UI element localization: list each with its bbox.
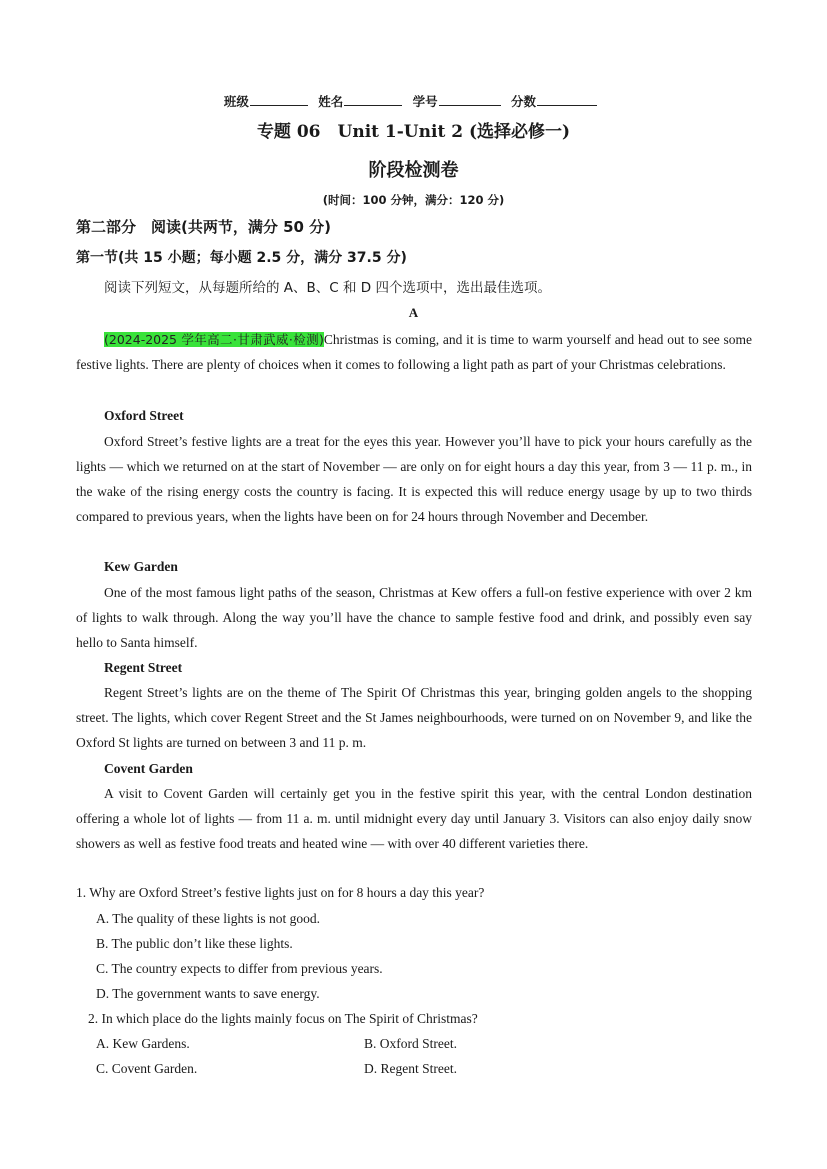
section-heading: 第一节(共 15 小题；每小题 2.5 分，满分 37.5 分) [76, 250, 407, 266]
passage-intro [76, 327, 752, 377]
passage-label: A [408, 305, 419, 320]
exam-subtitle: 阶段检测卷 [368, 160, 459, 181]
exam-title: 专题 06 Unit 1-Unit 2 (选择必修一) [256, 122, 571, 142]
question-2-option-c[interactable]: C. Covent Garden. [96, 1061, 198, 1076]
class-label: 班级 [223, 94, 249, 109]
question-2-option-b[interactable]: B. Oxford Street. [364, 1036, 457, 1051]
section-text-kew: One of the most famous light paths of the season, Christmas at Kew offers a full-on festive experience with over 2 km of lights to walk through. Along the way you’ll have the chance to sample festive food and drink, and possibly even say hello to Santa himself. [76, 585, 752, 650]
section-heading-oxford: Oxford Street [104, 408, 184, 423]
class-blank [250, 93, 308, 106]
student-info-line [0, 92, 827, 110]
id-label: 学号 [412, 94, 438, 109]
section-heading-covent: Covent Garden [104, 761, 193, 776]
section-heading-kew: Kew Garden [104, 559, 178, 574]
intro-text: Christmas is coming, and it is time to warm yourself and head out to see some festive lights. There are plenty of choices when it comes to following a light path as part of your Christmas celebrations. [76, 332, 752, 372]
section-text-oxford: Oxford Street’s festive lights are a treat for the eyes this year. However you’ll have to pick your hours carefully as the lights — which we returned on at the start of November — are only on for eight hours a day this year, from 3 — 11 p. m., in the wake of the rising energy costs the country is facing. It is expected this will reduce energy usage by up to two thirds compared to previous years, when the lights have been on for 24 hours through November and December. [76, 434, 752, 524]
question-1-option-b[interactable]: B. The public don’t like these lights. [96, 936, 293, 951]
name-label: 姓名 [318, 94, 344, 109]
part-heading: 第二部分 阅读(共两节，满分 50 分) [76, 218, 332, 236]
instruction: 阅读下列短文，从每题所给的 A、B、C 和 D 四个选项中，选出最佳选项。 [104, 280, 551, 296]
question-1-option-c[interactable]: C. The country expects to differ from previous years. [96, 961, 383, 976]
section-text-covent: A visit to Covent Garden will certainly get you in the festive spirit this year, with the central London destination offering a whole lot of lights — from 11 a. m. until midnight every day until January 3. Visitors can also enjoy daily snow showers as well as festive food treats and heated wine — with over 40 different varieties there. [76, 786, 752, 851]
source-tag: (2024-2025 学年高二·甘肃武威·检测) [104, 332, 324, 347]
id-blank [439, 93, 501, 106]
time-info: (时间：100 分钟，满分：120 分) [322, 193, 505, 207]
question-2-stem: 2. In which place do the lights mainly focus on The Spirit of Christmas? [88, 1011, 478, 1026]
section-text-regent: Regent Street’s lights are on the theme of The Spirit Of Christmas this year, bringing golden angels to the shopping street. The lights, which cover Regent Street and the St James neighbourhoods, were turned on on November 9, and like the Oxford St lights are turned on between 3 and 11 p. m. [76, 685, 752, 750]
question-1-option-d[interactable]: D. The government wants to save energy. [96, 986, 320, 1001]
name-blank [344, 93, 402, 106]
score-blank [537, 93, 597, 106]
score-label: 分数 [511, 94, 537, 109]
question-2-option-d[interactable]: D. Regent Street. [364, 1061, 457, 1076]
question-2-option-a[interactable]: A. Kew Gardens. [96, 1036, 190, 1051]
section-heading-regent: Regent Street [104, 660, 183, 675]
question-1-stem: 1. Why are Oxford Street’s festive lights just on for 8 hours a day this year? [76, 885, 485, 900]
question-1-option-a[interactable]: A. The quality of these lights is not good. [96, 911, 320, 926]
